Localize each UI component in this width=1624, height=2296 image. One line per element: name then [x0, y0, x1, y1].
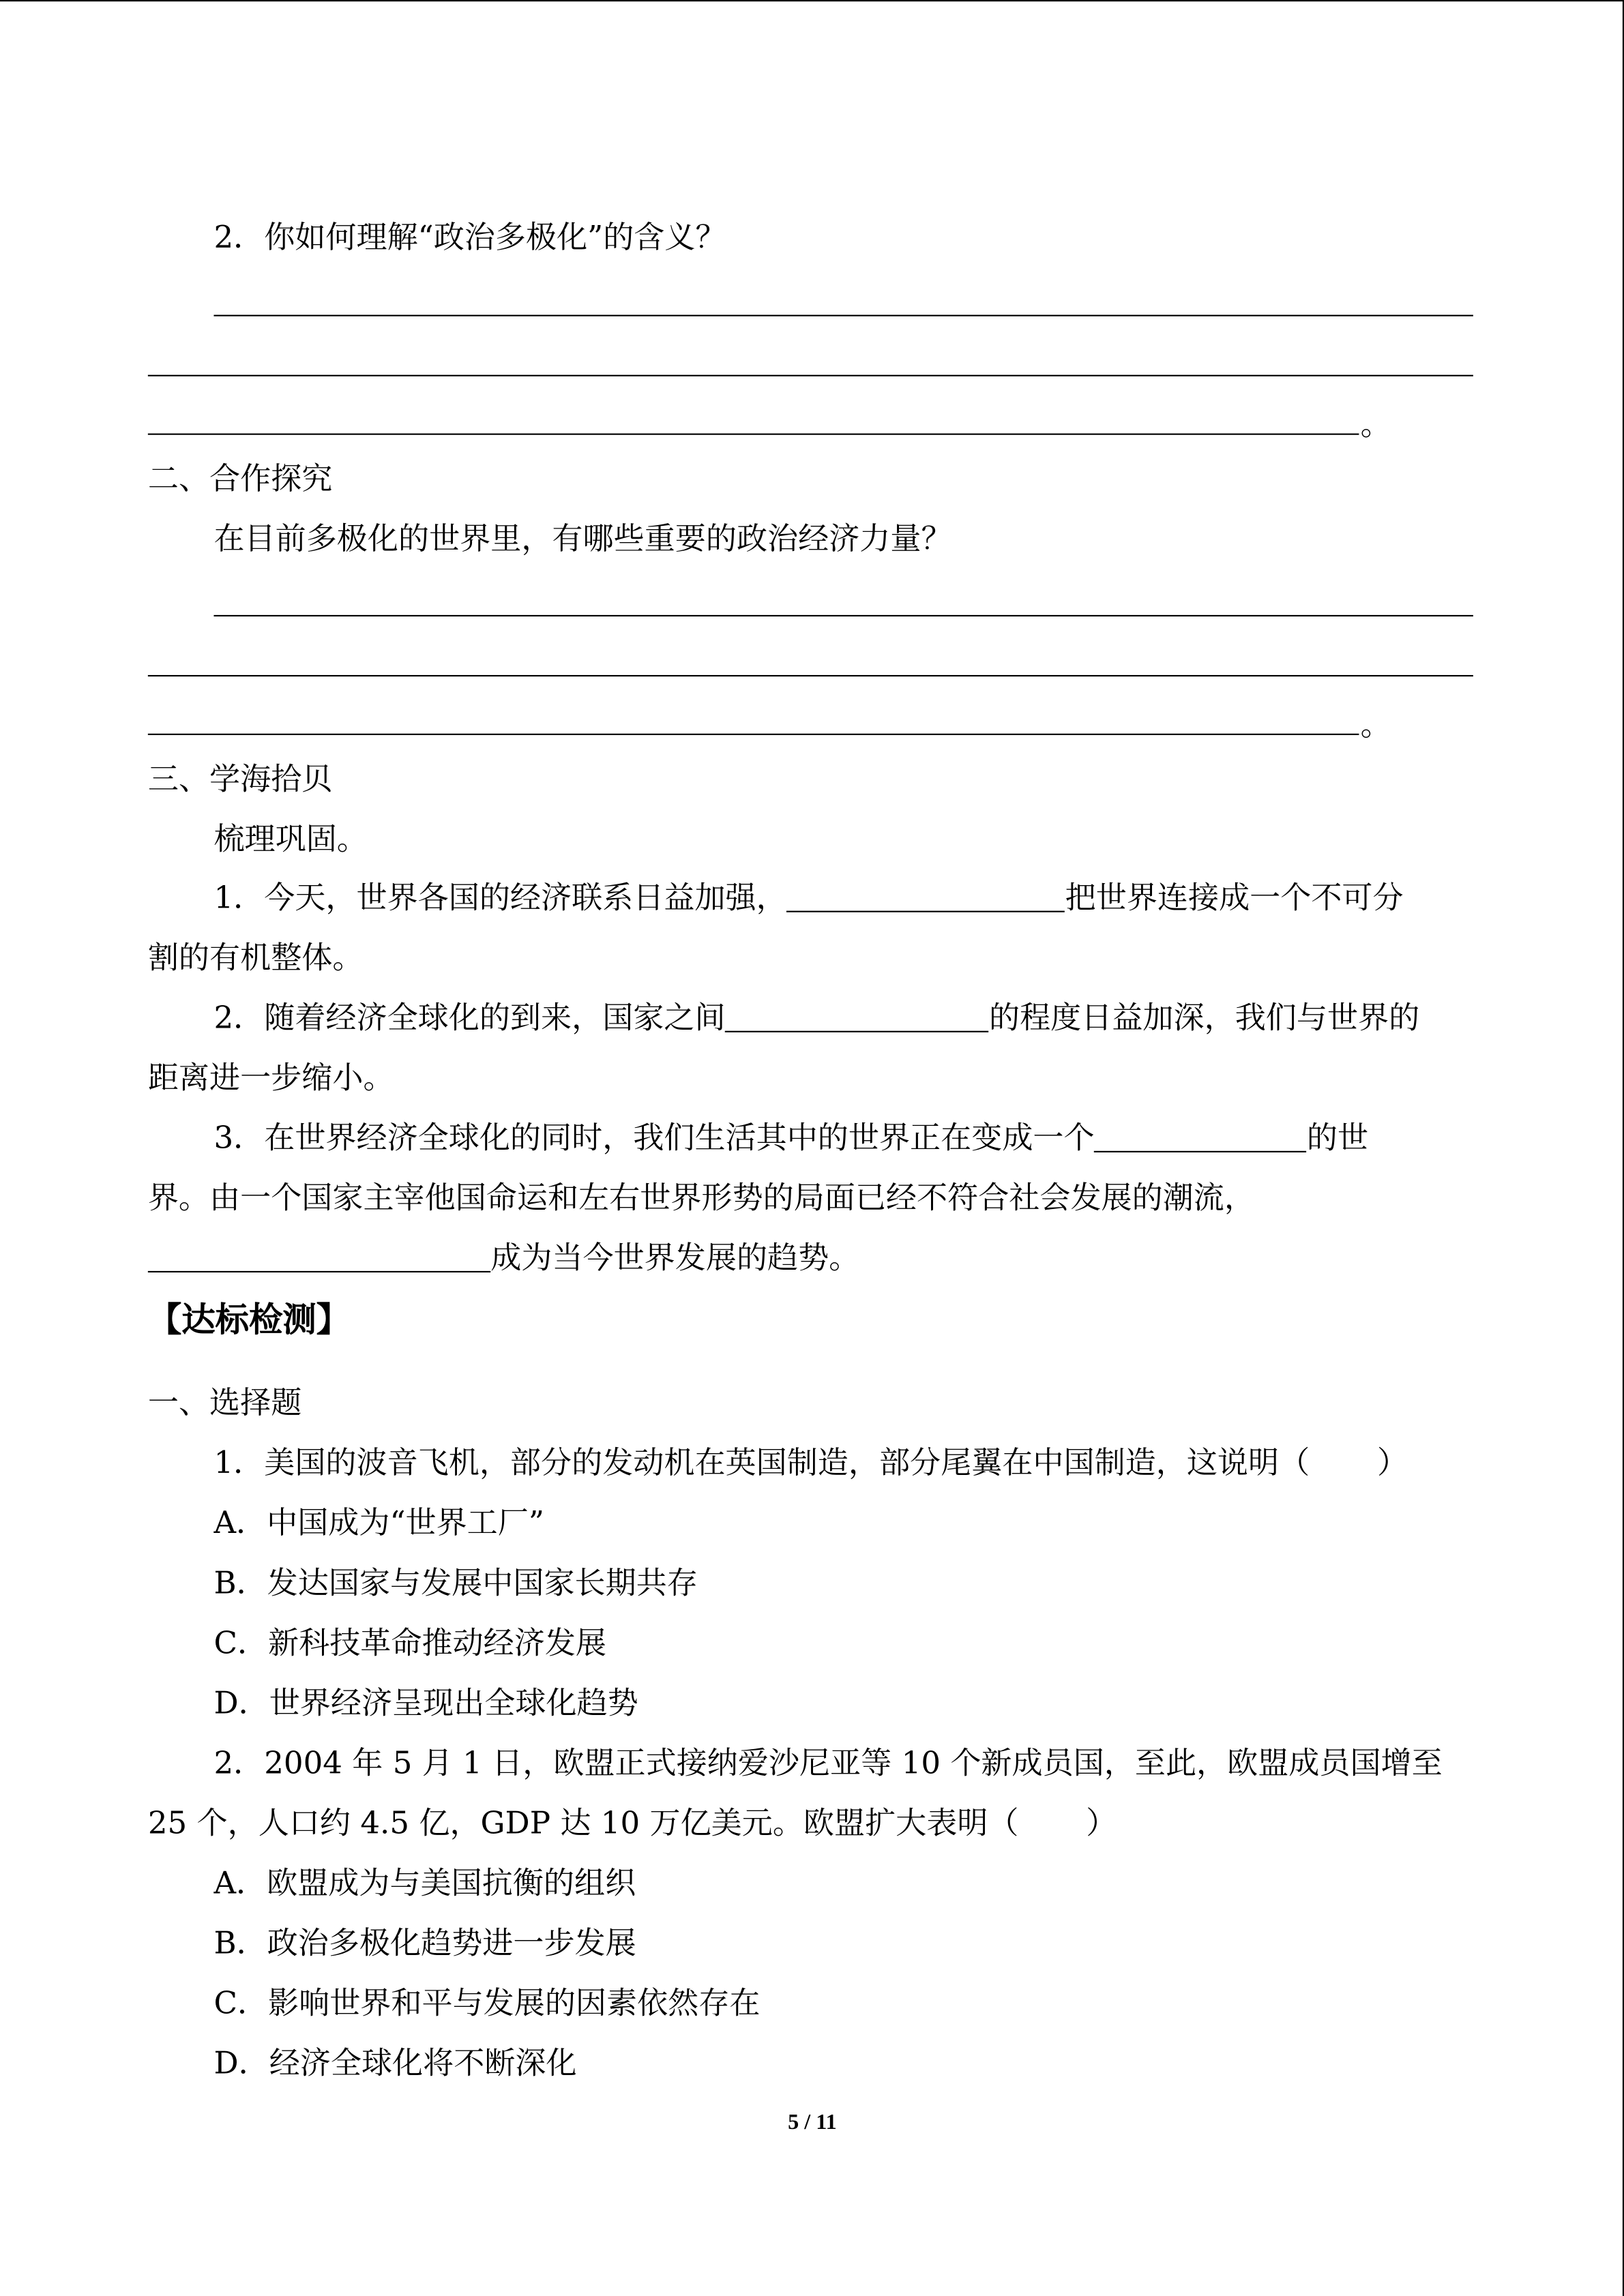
- mcq-1-stem: [213, 1444, 1408, 1482]
- mcq-1-option-c[interactable]: C．新科技革命推动经济发展: [213, 1625, 607, 1661]
- fill-item-2: [213, 998, 1419, 1037]
- fill-item-text: 3．在世界经济全球化的同时，我们生活其中的世界正在变成一个: [213, 1120, 1095, 1156]
- fill-item-text: 界。由一个国家主宰他国命运和左右世界形势的局面已经不符合社会发展的潮流，: [147, 1180, 1255, 1216]
- fill-item-text: 割的有机整体。: [147, 940, 364, 976]
- mcq-2-option-d[interactable]: D．经济全球化将不断深化: [213, 2045, 577, 2081]
- fill-blank[interactable]: [148, 1242, 490, 1272]
- fill-item-text: 的程度日益加深，我们与世界的: [988, 1000, 1420, 1036]
- mcq-2-option-a[interactable]: A．欧盟成为与美国抗衡的组织: [213, 1865, 636, 1901]
- fill-item-text: 2．随着经济全球化的到来，国家之间: [213, 1000, 726, 1036]
- section-question: 在目前多极化的世界里，有哪些重要的政治经济力量？: [213, 521, 952, 556]
- mcq-stem-text: 25 个，人口约 4.5 亿，GDP 达 10 万亿美元。欧盟扩大表明（: [147, 1805, 1019, 1841]
- mcq-stem-text: 1．美国的波音飞机，部分的发动机在英国制造，部分尾翼在中国制造，这说明（: [213, 1445, 1310, 1480]
- assessment-heading: 【达标检测】: [147, 1301, 351, 1340]
- fill-item-3: [213, 1119, 1368, 1157]
- answer-line[interactable]: [213, 315, 1473, 316]
- fill-item-text: 成为当今世界发展的趋势。: [490, 1240, 860, 1276]
- page-number: 5 / 11: [788, 2111, 837, 2135]
- answer-line[interactable]: [148, 734, 1359, 735]
- mcq-2-stem: 2．2004 年 5 月 1 日，欧盟正式接纳爱沙尼亚等 10 个新成员国，至此，欧盟成员国增至: [213, 1745, 1443, 1781]
- mcq-2-option-b[interactable]: B．政治多极化趋势进一步发展: [213, 1925, 636, 1961]
- fill-item-1: [213, 878, 1403, 916]
- fill-item-3-cont: [148, 1239, 859, 1277]
- mcq-2-stem-cont: [148, 1804, 1117, 1842]
- mcq-1-option-a[interactable]: A．中国成为“世界工厂”: [213, 1505, 544, 1540]
- fill-item-text: 1．今天，世界各国的经济联系日益加强，: [213, 880, 787, 916]
- fill-blank[interactable]: [1095, 1122, 1307, 1152]
- mcq-1-option-d[interactable]: D．世界经济呈现出全球化趋势: [213, 1685, 638, 1721]
- question-2: 2．你如何理解“政治多极化”的含义？: [213, 220, 726, 255]
- answer-line[interactable]: [148, 434, 1359, 435]
- fill-item-text: 把世界连接成一个不可分: [1065, 880, 1404, 916]
- end-mark: 。: [1360, 707, 1391, 743]
- fill-item-text: 的世: [1306, 1120, 1369, 1156]
- mcq-paren-close: ）: [1376, 1445, 1408, 1480]
- section-title: 二、合作探究: [147, 461, 333, 496]
- section-title: 一、选择题: [147, 1385, 302, 1420]
- fill-item-text: 距离进一步缩小。: [147, 1060, 394, 1096]
- mcq-paren-close: ）: [1086, 1805, 1117, 1841]
- section-title: 三、学海拾贝: [147, 761, 333, 797]
- section-intro: 梳理巩固。: [213, 821, 368, 857]
- mcq-2-option-c[interactable]: C．影响世界和平与发展的因素依然存在: [213, 1985, 761, 2021]
- answer-line[interactable]: [148, 675, 1473, 676]
- fill-blank[interactable]: [787, 882, 1065, 912]
- answer-line[interactable]: [213, 615, 1473, 616]
- end-mark: 。: [1360, 406, 1391, 443]
- mcq-1-option-b[interactable]: B．发达国家与发展中国家长期共存: [213, 1565, 698, 1600]
- answer-line[interactable]: [148, 375, 1473, 376]
- fill-blank[interactable]: [726, 1002, 989, 1032]
